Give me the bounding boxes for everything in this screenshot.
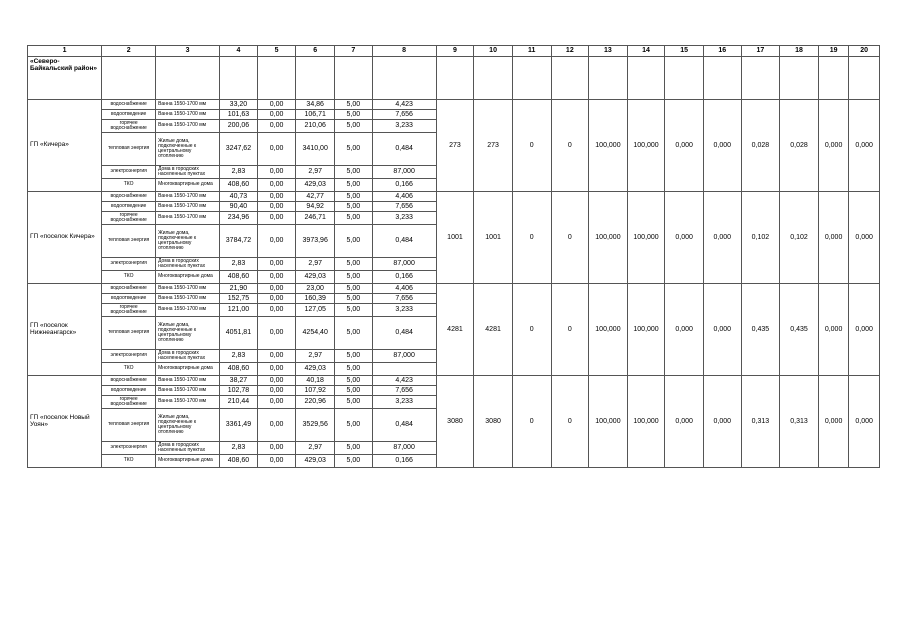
value-cell: 0,00 [257, 133, 296, 166]
service-cell: горячее водоснабжение [102, 396, 156, 409]
value-cell: 5,00 [335, 442, 373, 455]
summary-cell: 1001 [474, 192, 513, 284]
category-cell: Многоквартирные дома [156, 179, 220, 192]
summary-cell: 0,000 [849, 100, 880, 192]
summary-cell: 100,000 [627, 284, 665, 376]
value-cell: 3784,72 [220, 225, 258, 258]
summary-cell: 3080 [474, 376, 513, 468]
summary-cell: 0,000 [849, 284, 880, 376]
value-cell: 4254,40 [296, 317, 335, 350]
value-cell: 5,00 [335, 455, 373, 468]
column-header: 3 [156, 46, 220, 57]
summary-cell: 0,000 [665, 284, 704, 376]
column-header: 11 [512, 46, 551, 57]
category-cell: Жилые дома, подключенные к центральному отоплению [156, 409, 220, 442]
summary-cell: 0,000 [665, 376, 704, 468]
summary-cell: 100,000 [589, 100, 628, 192]
value-cell: 0,00 [257, 179, 296, 192]
value-cell: 87,000 [372, 442, 436, 455]
category-cell: Ванна 1550-1700 мм [156, 100, 220, 110]
value-cell: 7,656 [372, 294, 436, 304]
category-cell: Ванна 1550-1700 мм [156, 120, 220, 133]
table-row [28, 284, 880, 294]
value-cell: 0,00 [257, 376, 296, 386]
value-cell: 0,166 [372, 455, 436, 468]
category-cell: Жилые дома, подключенные к центральному отоплению [156, 317, 220, 350]
value-cell: 0,166 [372, 271, 436, 284]
service-cell: ТКО [102, 455, 156, 468]
value-cell: 87,000 [372, 166, 436, 179]
summary-cell: 0 [512, 100, 551, 192]
service-cell: тепловая энергия [102, 133, 156, 166]
value-cell: 5,00 [335, 110, 373, 120]
summary-cell: 100,000 [627, 192, 665, 284]
summary-cell: 0,000 [818, 192, 849, 284]
value-cell: 5,00 [335, 258, 373, 271]
summary-cell: 100,000 [627, 376, 665, 468]
value-cell: 0,00 [257, 192, 296, 202]
value-cell: 429,03 [296, 179, 335, 192]
category-cell: Ванна 1550-1700 мм [156, 376, 220, 386]
service-cell: водоотведение [102, 294, 156, 304]
column-header: 19 [818, 46, 849, 57]
service-cell: водоотведение [102, 386, 156, 396]
value-cell: 0,00 [257, 304, 296, 317]
value-cell: 0,00 [257, 284, 296, 294]
column-header: 10 [474, 46, 513, 57]
value-cell: 7,656 [372, 386, 436, 396]
value-cell: 408,60 [220, 455, 258, 468]
value-cell: 3,233 [372, 304, 436, 317]
settlement-name: ГП «поселок Кичера» [28, 192, 102, 284]
service-cell: тепловая энергия [102, 317, 156, 350]
column-header: 1 [28, 46, 102, 57]
summary-cell: 273 [436, 100, 474, 192]
value-cell: 408,60 [220, 179, 258, 192]
value-cell: 2,83 [220, 166, 258, 179]
category-cell: Ванна 1550-1700 мм [156, 386, 220, 396]
value-cell: 34,86 [296, 100, 335, 110]
value-cell: 38,27 [220, 376, 258, 386]
service-cell: тепловая энергия [102, 409, 156, 442]
service-cell: электроэнергия [102, 350, 156, 363]
value-cell: 5,00 [335, 409, 373, 442]
settlement-name: ГП «поселок Новый Уоян» [28, 376, 102, 468]
value-cell: 2,83 [220, 350, 258, 363]
settlement-name: ГП «поселок Нижнеангарск» [28, 284, 102, 376]
value-cell: 152,75 [220, 294, 258, 304]
value-cell: 5,00 [335, 304, 373, 317]
value-cell: 40,18 [296, 376, 335, 386]
value-cell: 0,00 [257, 350, 296, 363]
value-cell: 5,00 [335, 363, 373, 376]
value-cell: 0,00 [257, 212, 296, 225]
value-cell: 5,00 [335, 225, 373, 258]
value-cell: 0,00 [257, 225, 296, 258]
value-cell: 408,60 [220, 363, 258, 376]
summary-cell: 0,028 [780, 100, 819, 192]
settlement-name: ГП «Кичера» [28, 100, 102, 192]
value-cell: 3247,62 [220, 133, 258, 166]
value-cell: 2,83 [220, 258, 258, 271]
value-cell: 4,423 [372, 376, 436, 386]
value-cell: 5,00 [335, 317, 373, 350]
value-cell: 0,00 [257, 386, 296, 396]
service-cell: электроэнергия [102, 166, 156, 179]
service-cell: водоотведение [102, 202, 156, 212]
category-cell: Многоквартирные дома [156, 271, 220, 284]
value-cell: 5,00 [335, 212, 373, 225]
summary-cell: 100,000 [589, 376, 628, 468]
value-cell: 4051,81 [220, 317, 258, 350]
category-cell: Ванна 1550-1700 мм [156, 110, 220, 120]
value-cell: 5,00 [335, 192, 373, 202]
value-cell: 5,00 [335, 179, 373, 192]
category-cell: Ванна 1550-1700 мм [156, 294, 220, 304]
value-cell: 0,00 [257, 166, 296, 179]
column-header: 4 [220, 46, 258, 57]
value-cell: 0,00 [257, 409, 296, 442]
table-row [28, 100, 880, 110]
value-cell: 5,00 [335, 100, 373, 110]
value-cell: 94,92 [296, 202, 335, 212]
value-cell: 33,20 [220, 100, 258, 110]
value-cell: 5,00 [335, 120, 373, 133]
value-cell: 5,00 [335, 271, 373, 284]
summary-cell: 0,435 [741, 284, 780, 376]
value-cell: 4,406 [372, 192, 436, 202]
value-cell [372, 363, 436, 376]
value-cell: 2,83 [220, 442, 258, 455]
category-cell: Ванна 1550-1700 мм [156, 396, 220, 409]
value-cell: 5,00 [335, 396, 373, 409]
value-cell: 0,166 [372, 179, 436, 192]
summary-cell: 0,102 [780, 192, 819, 284]
summary-cell: 0,000 [818, 376, 849, 468]
value-cell: 0,484 [372, 133, 436, 166]
summary-cell: 0 [551, 376, 589, 468]
summary-cell: 0,000 [818, 100, 849, 192]
value-cell: 5,00 [335, 133, 373, 166]
summary-cell: 0,028 [741, 100, 780, 192]
region-row [28, 57, 880, 100]
category-cell: Жилые дома, подключенные к центральному отоплению [156, 133, 220, 166]
summary-cell: 0,000 [849, 192, 880, 284]
summary-cell: 273 [474, 100, 513, 192]
value-cell: 0,484 [372, 409, 436, 442]
value-cell: 210,44 [220, 396, 258, 409]
summary-cell: 100,000 [589, 284, 628, 376]
value-cell: 7,656 [372, 202, 436, 212]
column-header: 13 [589, 46, 628, 57]
column-header: 2 [102, 46, 156, 57]
value-cell: 4,423 [372, 100, 436, 110]
summary-cell: 0,313 [741, 376, 780, 468]
summary-cell: 0,313 [780, 376, 819, 468]
summary-cell: 1001 [436, 192, 474, 284]
column-header: 17 [741, 46, 780, 57]
value-cell: 5,00 [335, 386, 373, 396]
value-cell: 87,000 [372, 258, 436, 271]
value-cell: 429,03 [296, 455, 335, 468]
value-cell: 107,92 [296, 386, 335, 396]
value-cell: 246,71 [296, 212, 335, 225]
category-cell: Ванна 1550-1700 мм [156, 304, 220, 317]
service-cell: горячее водоснабжение [102, 212, 156, 225]
summary-cell: 0 [512, 192, 551, 284]
value-cell: 220,96 [296, 396, 335, 409]
column-header: 12 [551, 46, 589, 57]
value-cell: 127,05 [296, 304, 335, 317]
summary-cell: 4281 [436, 284, 474, 376]
summary-cell: 0,000 [703, 284, 741, 376]
value-cell: 5,00 [335, 294, 373, 304]
value-cell: 0,00 [257, 271, 296, 284]
value-cell: 5,00 [335, 166, 373, 179]
summary-cell: 0,000 [703, 376, 741, 468]
table-row [28, 376, 880, 386]
service-cell: горячее водоснабжение [102, 304, 156, 317]
service-cell: ТКО [102, 179, 156, 192]
value-cell: 0,00 [257, 110, 296, 120]
value-cell: 0,484 [372, 225, 436, 258]
value-cell: 5,00 [335, 284, 373, 294]
value-cell: 0,00 [257, 202, 296, 212]
summary-cell: 3080 [436, 376, 474, 468]
service-cell: ТКО [102, 271, 156, 284]
value-cell: 106,71 [296, 110, 335, 120]
value-cell: 0,00 [257, 258, 296, 271]
column-header: 6 [296, 46, 335, 57]
tariff-table [27, 45, 880, 468]
service-cell: электроэнергия [102, 258, 156, 271]
service-cell: ТКО [102, 363, 156, 376]
value-cell: 2,97 [296, 442, 335, 455]
summary-cell: 0 [551, 100, 589, 192]
service-cell: электроэнергия [102, 442, 156, 455]
value-cell: 200,06 [220, 120, 258, 133]
summary-cell: 0,000 [703, 192, 741, 284]
value-cell: 2,97 [296, 258, 335, 271]
summary-cell: 0,102 [741, 192, 780, 284]
service-cell: водоснабжение [102, 376, 156, 386]
category-cell: Дома в городских населенных пунктах [156, 350, 220, 363]
summary-cell: 0,000 [849, 376, 880, 468]
value-cell: 429,03 [296, 271, 335, 284]
table-row [28, 192, 880, 202]
column-header: 8 [372, 46, 436, 57]
value-cell: 3,233 [372, 396, 436, 409]
service-cell: горячее водоснабжение [102, 120, 156, 133]
summary-cell: 0 [551, 284, 589, 376]
value-cell: 3,233 [372, 212, 436, 225]
value-cell: 429,03 [296, 363, 335, 376]
category-cell: Дома в городских населенных пунктах [156, 166, 220, 179]
value-cell: 5,00 [335, 376, 373, 386]
value-cell: 3410,00 [296, 133, 335, 166]
value-cell: 210,06 [296, 120, 335, 133]
summary-cell: 0 [512, 376, 551, 468]
value-cell: 408,60 [220, 271, 258, 284]
region-cell: «Северо-Байкальский район» [28, 57, 102, 100]
summary-cell: 4281 [474, 284, 513, 376]
column-header: 16 [703, 46, 741, 57]
category-cell: Многоквартирные дома [156, 455, 220, 468]
summary-cell: 0,000 [665, 192, 704, 284]
summary-cell: 0,000 [818, 284, 849, 376]
value-cell: 5,00 [335, 202, 373, 212]
column-header: 7 [335, 46, 373, 57]
value-cell: 42,77 [296, 192, 335, 202]
category-cell: Дома в городских населенных пунктах [156, 258, 220, 271]
service-cell: водоснабжение [102, 192, 156, 202]
value-cell: 3529,56 [296, 409, 335, 442]
value-cell: 2,97 [296, 350, 335, 363]
column-header: 15 [665, 46, 704, 57]
summary-cell: 100,000 [589, 192, 628, 284]
value-cell: 0,00 [257, 455, 296, 468]
column-header: 20 [849, 46, 880, 57]
value-cell: 0,00 [257, 442, 296, 455]
summary-cell: 0 [512, 284, 551, 376]
value-cell: 5,00 [335, 350, 373, 363]
value-cell: 102,78 [220, 386, 258, 396]
service-cell: тепловая энергия [102, 225, 156, 258]
category-cell: Ванна 1550-1700 мм [156, 202, 220, 212]
value-cell: 21,90 [220, 284, 258, 294]
value-cell: 0,00 [257, 294, 296, 304]
value-cell: 4,406 [372, 284, 436, 294]
value-cell: 0,00 [257, 363, 296, 376]
value-cell: 3973,96 [296, 225, 335, 258]
summary-cell: 0,435 [780, 284, 819, 376]
value-cell: 7,656 [372, 110, 436, 120]
summary-cell: 0,000 [703, 100, 741, 192]
column-header: 18 [780, 46, 819, 57]
category-cell: Многоквартирные дома [156, 363, 220, 376]
value-cell: 0,00 [257, 100, 296, 110]
service-cell: водоотведение [102, 110, 156, 120]
category-cell: Ванна 1550-1700 мм [156, 192, 220, 202]
category-cell: Ванна 1550-1700 мм [156, 212, 220, 225]
value-cell: 160,39 [296, 294, 335, 304]
category-cell: Дома в городских населенных пунктах [156, 442, 220, 455]
value-cell: 0,00 [257, 396, 296, 409]
column-header: 9 [436, 46, 474, 57]
value-cell: 0,00 [257, 120, 296, 133]
column-header: 5 [257, 46, 296, 57]
value-cell: 2,97 [296, 166, 335, 179]
summary-cell: 0,000 [665, 100, 704, 192]
category-cell: Жилые дома, подключенные к центральному отоплению [156, 225, 220, 258]
value-cell: 3361,49 [220, 409, 258, 442]
summary-cell: 100,000 [627, 100, 665, 192]
column-header: 14 [627, 46, 665, 57]
service-cell: водоснабжение [102, 100, 156, 110]
value-cell: 40,73 [220, 192, 258, 202]
summary-cell: 0 [551, 192, 589, 284]
value-cell: 90,40 [220, 202, 258, 212]
value-cell: 0,484 [372, 317, 436, 350]
value-cell: 0,00 [257, 317, 296, 350]
value-cell: 87,000 [372, 350, 436, 363]
header-row [28, 46, 880, 57]
value-cell: 101,63 [220, 110, 258, 120]
value-cell: 121,00 [220, 304, 258, 317]
value-cell: 3,233 [372, 120, 436, 133]
category-cell: Ванна 1550-1700 мм [156, 284, 220, 294]
service-cell: водоснабжение [102, 284, 156, 294]
value-cell: 23,00 [296, 284, 335, 294]
value-cell: 234,96 [220, 212, 258, 225]
